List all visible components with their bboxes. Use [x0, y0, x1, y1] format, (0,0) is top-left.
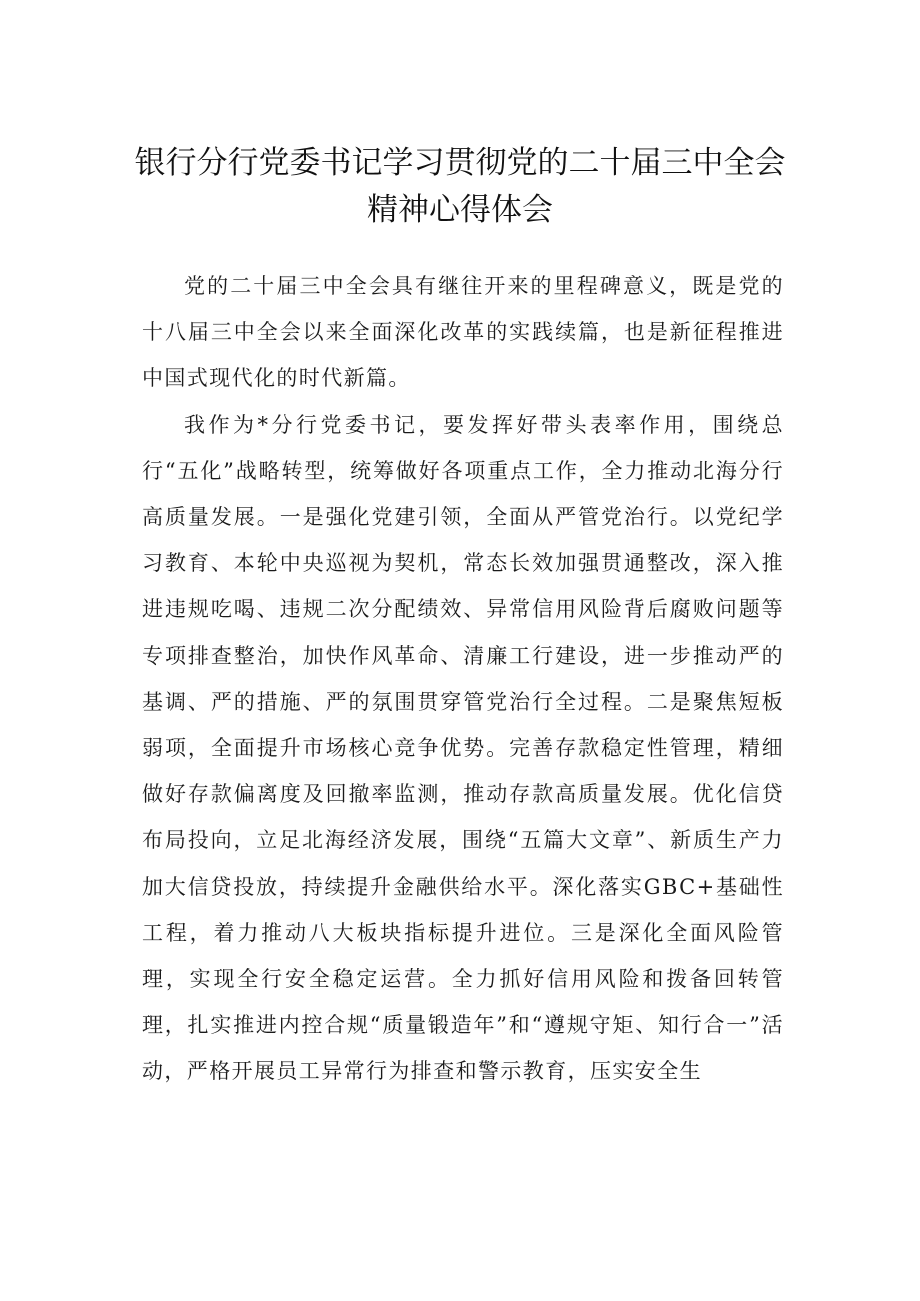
paragraph-intro: 党的二十届三中全会具有继往开来的里程碑意义，既是党的十八届三中全会以来全面深化改革的实践续篇，也是新征程推进中国式现代化的时代新篇。 [142, 274, 784, 391]
document-title: 银行分行党委书记学习贯彻党的二十届三中全会精神心得体会 [134, 145, 786, 228]
paragraph-commitments: 我作为*分行党委书记，要发挥好带头表率作用，围绕总行“五化”战略转型，统筹做好各项重点工作，全力推动北海分行高质量发展。一是强化党建引领，全面从严管党治行。以党纪学习教育、本轮中央巡视为契机，常态长效加强贯通整改，深入推进违规吃喝、违规二次分配绩效、异常信用风险背后腐败问题等专项排查整治，加快作风革命、清廉工行建设，进一步推动严的基调、严的措施、严的氛围贯穿管党治行全过程。二是聚焦短板弱项，全面提升市场核心竞争优势。完善存款稳定性管理，精细做好存款偏离度及回撤率监测，推动存款高质量发展。优化信贷布局投向，立足北海经济发展，围绕“五篇大文章”、新质生产力加大信贷投放，持续提升金融供给水平。深化落实GBC+基础性工程，着力推动八大板块指标提升进位。三是深化全面风险管理，实现全行安全稳定运营。全力抓好信用风险和拨备回转管理，扎实推进内控合规“质量锻造年”和“遵规守矩、知行合一”活动，严格开展员工异常行为排查和警示教育，压实安全生 [142, 412, 784, 1084]
document-body [142, 263, 784, 1095]
